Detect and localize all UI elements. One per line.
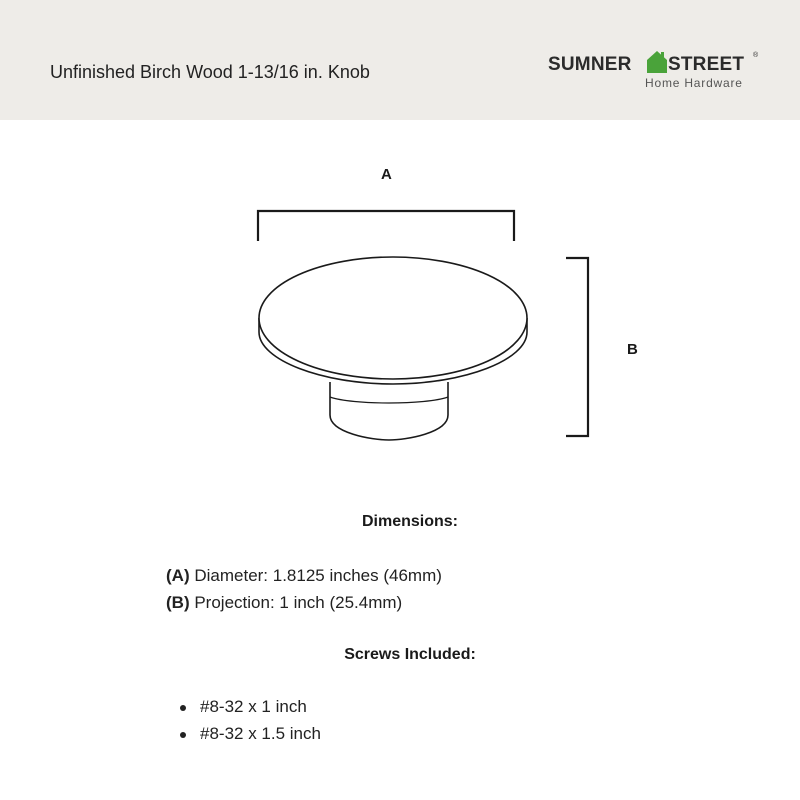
sumner-street-logo xyxy=(548,50,763,95)
dimension-a-bracket xyxy=(258,211,514,241)
knob-cap xyxy=(259,257,527,384)
dimension-key-b: (B) xyxy=(166,593,190,612)
screws-list xyxy=(180,697,321,751)
dimension-label-a: A xyxy=(381,166,392,183)
logo-word-sumner: SUMNER xyxy=(548,54,632,75)
dimension-key-a: (A) xyxy=(166,566,190,585)
dimension-text-b: Projection: 1 inch (25.4mm) xyxy=(194,593,403,612)
dimension-line-b xyxy=(166,593,402,613)
dimension-label-b: B xyxy=(627,341,638,358)
registered-mark: ® xyxy=(753,52,759,59)
house-icon xyxy=(646,50,668,74)
dimensions-heading: Dimensions: xyxy=(361,513,458,530)
list-item: #8-32 x 1 inch xyxy=(180,697,321,724)
screws-heading: Screws Included: xyxy=(344,646,476,663)
product-title: Unfinished Birch Wood 1-13/16 in. Knob xyxy=(50,62,370,82)
list-item: #8-32 x 1.5 inch xyxy=(180,724,321,751)
header-bar xyxy=(0,0,800,120)
dimension-text-a: Diameter: 1.8125 inches (46mm) xyxy=(194,566,442,585)
dimension-line-a xyxy=(166,566,442,586)
logo-word-street: STREET xyxy=(668,54,745,75)
logo-subtitle: Home Hardware xyxy=(645,76,743,90)
dimension-b-bracket xyxy=(566,258,588,436)
knob-base xyxy=(330,382,448,440)
knob-diagram xyxy=(0,120,800,500)
